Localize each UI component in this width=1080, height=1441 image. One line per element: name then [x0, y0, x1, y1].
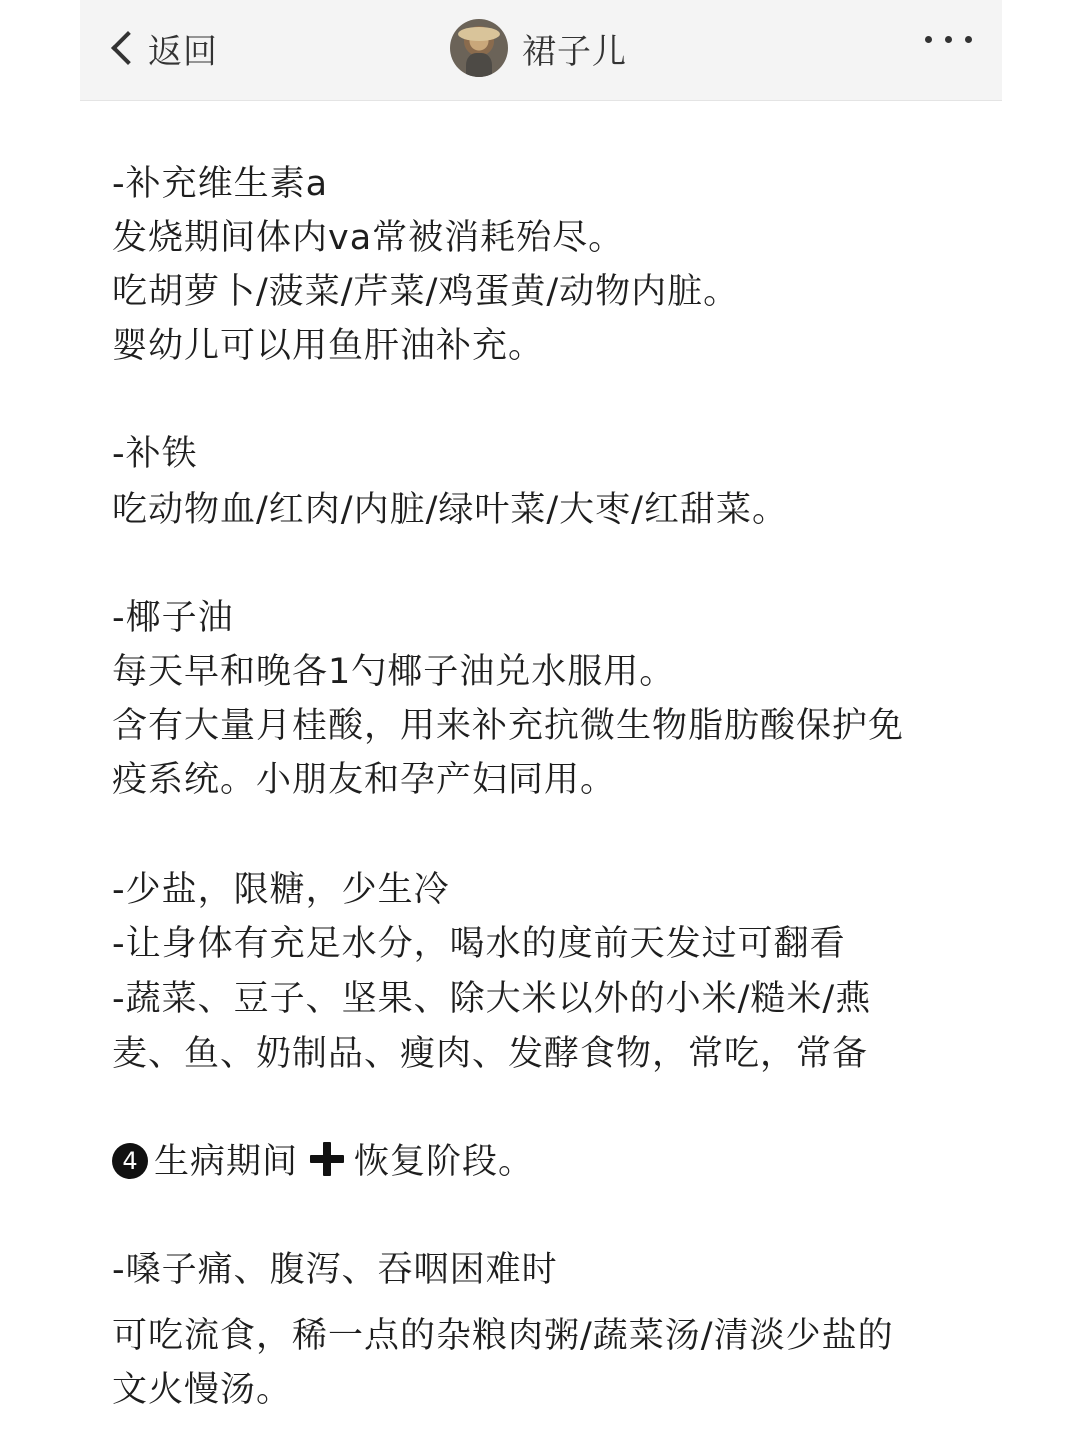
back-button[interactable]	[106, 24, 218, 72]
content-line: 吃胡萝卜/菠菜/芹菜/鸡蛋黄/动物内脏。	[112, 272, 740, 312]
back-label: 返回	[148, 31, 218, 72]
more-dots-icon	[965, 36, 972, 43]
navigation-bar	[80, 0, 1002, 101]
more-dots-icon	[925, 36, 932, 43]
content-line: -嗓子痛、腹泻、吞咽困难时	[112, 1250, 558, 1290]
section-heading	[112, 1138, 534, 1186]
content-line: 婴幼儿可以用鱼肝油补充。	[112, 326, 545, 366]
content-line: 疫系统。小朋友和孕产妇同用。	[112, 760, 617, 800]
content-line: 文火慢汤。	[112, 1370, 293, 1410]
heavy-plus-icon	[310, 1142, 344, 1176]
chevron-left-icon	[111, 31, 145, 65]
content-line: -少盐，限糖，少生冷	[112, 870, 450, 910]
content-line: 麦、鱼、奶制品、瘦肉、发酵食物，常吃，常备	[112, 1034, 869, 1074]
content-line: -补铁	[112, 434, 198, 474]
user-profile[interactable]	[450, 18, 627, 78]
content-line: 发烧期间体内va常被消耗殆尽。	[112, 218, 625, 258]
content-line: -补充维生素a	[112, 164, 329, 204]
more-dots-icon	[945, 36, 952, 43]
section-heading-part2: 恢复阶段。	[354, 1142, 535, 1182]
content-line: -椰子油	[112, 598, 234, 638]
content-line: 含有大量月桂酸，用来补充抗微生物脂肪酸保护免	[112, 706, 905, 746]
content-line: -蔬菜、豆子、坚果、除大米以外的小米/糙米/燕	[112, 979, 872, 1019]
content-line: 每天早和晚各1勺椰子油兑水服用。	[112, 652, 676, 692]
content-line: 吃动物血/红肉/内脏/绿叶菜/大枣/红甜菜。	[112, 490, 788, 530]
more-options-button[interactable]	[925, 36, 972, 43]
section-heading-part1: 生病期间	[154, 1142, 299, 1182]
content-line: -让身体有充足水分，喝水的度前天发过可翻看	[112, 924, 846, 964]
circled-number-4-icon: 4	[112, 1143, 148, 1179]
user-name: 裙子儿	[522, 31, 627, 72]
avatar[interactable]	[450, 19, 508, 77]
content-line: 可吃流食，稀一点的杂粮肉粥/蔬菜汤/清淡少盐的	[112, 1316, 894, 1356]
